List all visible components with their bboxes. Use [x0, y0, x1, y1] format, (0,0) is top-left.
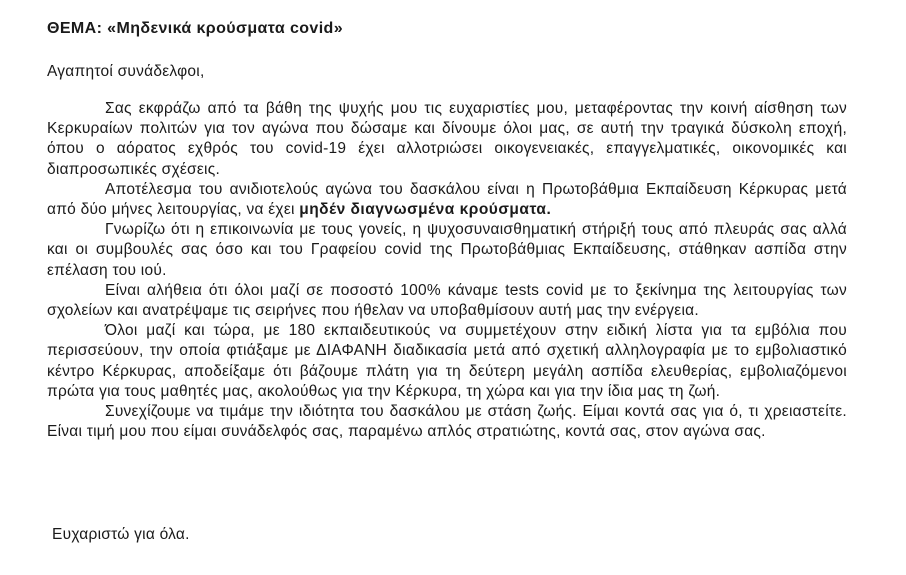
- paragraph-result: [47, 180, 847, 220]
- paragraph-vaccines: Όλοι μαζί και τώρα, με 180 εκπαιδευτικούς να συμμετέχουν στην ειδική λίστα για τα εμβόλια που περισσεύουν, την οποία φτιάξαμε με ΔΙΑΦΑΝΗ διαδικασία μετά από σχετική αλληλογραφία με το εμβολιαστικό κέντρο Κέρκυρας, αποδείξαμε ότι βάζουμε πλάτη για τη δεύτερη μεγάλη ασπίδα ελευθερίας, εμβολιαζόμενοι πρώτα για τους μαθητές μας, ακολούθως για την Κέρκυρα, τη χώρα και για την ίδια μας τη ζωή.: [47, 322, 847, 400]
- paragraph-continue: Συνεχίζουμε να τιμάμε την ιδιότητα του δασκάλου με στάση ζωής. Είμαι κοντά σας για ό, τι χρειαστείτε. Είναι τιμή μου που είμαι συνάδελφός σας, παραμένω απλός στρατιώτης, κοντά σας, στον αγώνα σας.: [47, 403, 847, 441]
- paragraph-tests: Είναι αλήθεια ότι όλοι μαζί σε ποσοστό 100% κάναμε tests covid με το ξεκίνημα της λειτουργίας των σχολείων και ανατρέψαμε τις σειρήνες που ήθελαν να υποβαθμίσουν αυτή μας την ενέργεια.: [47, 281, 847, 320]
- paragraph-result-bold: μηδέν διαγνωσμένα κρούσματα.: [299, 201, 552, 219]
- paragraph-thanks: Σας εκφράζω από τα βάθη της ψυχής μου τις ευχαριστίες μου, μεταφέροντας την κοινή αίσθηση των Κερκυραίων πολιτών για τον αγώνα που δώσαμε και δίνουμε όλοι μας, σε αυτή την τραγικά δύσκολη εποχή, όπου ο αόρατος εχθρός του covid-19 έχει αλλοτριώσει οικογενειακές, επαγγελματικές, οικονομικές και διαπροσωπικές σχέσεις.: [47, 100, 847, 178]
- paragraph-communication: Γνωρίζω ότι η επικοινωνία με τους γονείς, η ψυχοσυναισθηματική στήριξή τους από πλευράς σας αλλά και οι συμβουλές σας όσο και του Γραφείου covid της Πρωτοβάθμιας Εκπαίδευσης, στάθηκαν ασπίδα στην επέλαση του ιού.: [47, 221, 847, 279]
- letter-greeting: Αγαπητοί συνάδελφοι,: [47, 63, 205, 80]
- paragraph-result-text: Αποτέλεσμα του ανιδιοτελούς αγώνα του δασκάλου είναι η Πρωτοβάθμια Εκπαίδευση Κέρκυρας μετά από δύο μήνες λειτουργίας, να έχει: [47, 180, 847, 219]
- letter-subject-title: ΘΕΜΑ: «Μηδενικά κρούσματα covid»: [47, 20, 344, 37]
- letter-closing: Ευχαριστώ για όλα.: [52, 526, 190, 543]
- letter-body: [47, 99, 847, 442]
